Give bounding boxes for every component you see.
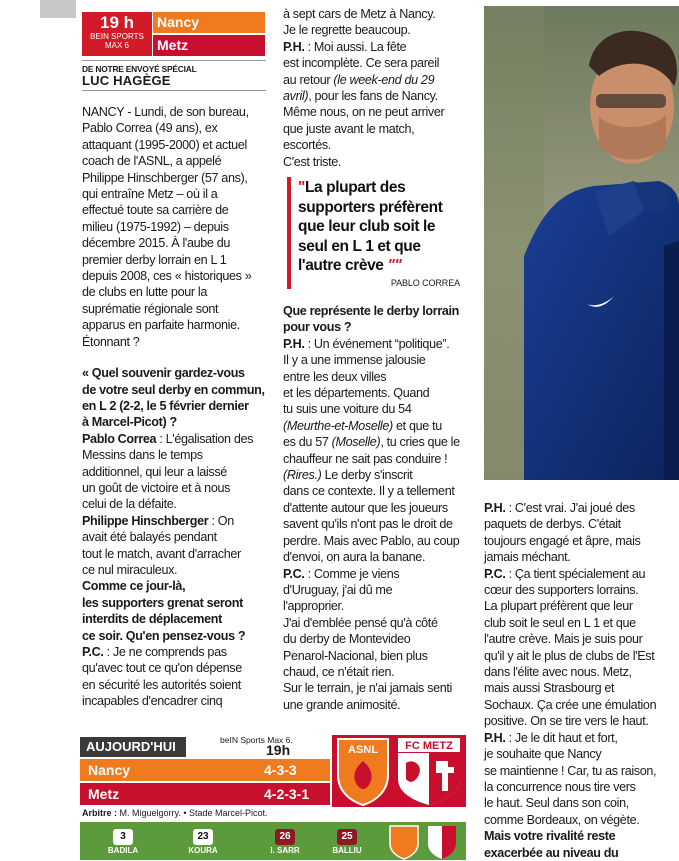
text-line: de clubs en lutte pour la: [82, 285, 207, 300]
asnl-logo-text: ASNL: [348, 744, 378, 756]
speaker-name: P.C.: [82, 645, 104, 659]
text-line: à sept cars de Metz à Nancy.: [283, 7, 436, 21]
text-fragment: , tu cries que le: [380, 435, 460, 450]
question-1: [82, 365, 267, 431]
byline-divider: [82, 90, 266, 91]
quote-author: PABLO CORREA: [390, 278, 460, 288]
text-line: positive. On se tire vers le haut.: [484, 714, 649, 729]
text-line: « Quel souvenir gardez-vous: [82, 366, 245, 381]
text-line: Penarol-Nacional, bien plus: [283, 648, 428, 663]
text-line: Je le regrette beaucoup.: [283, 23, 411, 38]
text-line: les supporters grenat seront: [82, 595, 243, 610]
referee-info: M. Miguelgorry. • Stade Marcel-Picot.: [119, 808, 268, 818]
text-line: additionnel, qui leur a laissé: [82, 464, 227, 479]
speaker-name: P.C.: [484, 566, 506, 581]
text-line: attaquant (1995-2000) et actuel: [82, 137, 247, 152]
player-number: 25: [337, 829, 357, 845]
kickoff-time: 19 h: [99, 13, 135, 32]
answer-hinschberger-1: [82, 513, 267, 579]
text-line: NANCY - Lundi, de son bureau,: [82, 105, 249, 119]
text-line: Comme ce jour-là,: [82, 579, 186, 594]
player-i-sarr: [260, 826, 310, 856]
text-line: : Un événement “politique”.: [304, 336, 450, 351]
player-koura: [178, 826, 228, 856]
text-fragment: (le week-end du 29: [333, 72, 435, 87]
text-line: toujours engagé et âpre, mais: [484, 533, 641, 548]
coach-photo: [484, 6, 679, 480]
answer-correa-2: [82, 644, 267, 710]
text-line: Sur le terrain, je n'ai jamais senti: [283, 681, 452, 696]
text-line: dans l'élite avec nous. Metz,: [484, 665, 632, 680]
text-fragment: Le derby s'inscrit: [321, 468, 413, 483]
speaker-name: P.C.: [283, 566, 305, 581]
speaker-name: P.H.: [283, 39, 305, 54]
player-name: BALLIU: [332, 846, 362, 855]
text-line: chauffeur ne sait pas conduire !: [283, 451, 448, 466]
text-line: un goût de victoire et à nous: [82, 480, 231, 495]
lineup-pitch: [80, 822, 466, 860]
text-line: jamais méchant.: [484, 550, 571, 565]
text-line: et les départements. Quand: [283, 386, 430, 401]
quote-text: La plupart des supporters préfèrent que leur club soit le seul en L 1 et que l'autre crève: [298, 179, 443, 274]
home-formation: 4-3-3: [264, 762, 297, 778]
text-line: Messins dans le temps: [82, 448, 203, 463]
text-line: : Je ne comprends pas: [103, 645, 227, 659]
tv-channel-line1: BEIN SPORTS: [90, 32, 144, 41]
byline-envoy: DE NOTRE ENVOYÉ SPÉCIAL: [82, 60, 266, 74]
text-line: premier derby lorrain en L 1: [82, 252, 227, 267]
text-fragment: es du 57: [283, 435, 332, 450]
text-line: chaud, ce n'était rien.: [283, 664, 395, 679]
article-column-3: [484, 500, 679, 861]
text-line: effectué toute sa carrière de: [82, 203, 229, 218]
player-number: 23: [193, 829, 213, 845]
text-line: perdre. Mais avec Pablo, au coup: [283, 533, 460, 548]
text-fragment: au retour: [283, 72, 334, 87]
text-line: suprématie régionale sont: [82, 301, 219, 316]
text-fragment: , pour les fans de Nancy.: [308, 89, 438, 104]
text-line: que juste avant le match,: [283, 121, 415, 136]
player-balliu: [322, 826, 372, 856]
text-line: incapables d'encadrer cinq: [82, 694, 223, 709]
text-line: Que représente le derby lorrain: [283, 304, 460, 318]
text-line: Il y a une immense jalousie: [283, 353, 426, 368]
text-fragment: (Rires.): [283, 468, 322, 483]
text-line: depuis 2008, ces « historiques »: [82, 269, 252, 284]
text-line: le haut. Seul dans son coin,: [484, 796, 629, 811]
coach-photo-illustration: [484, 6, 679, 480]
text-line: avait été balayés pendant: [82, 530, 217, 545]
text-line: milieu (1975-1992) – depuis: [82, 219, 229, 234]
text-line: club soit le seul en L 1 et que: [484, 615, 636, 630]
text-line: qu'il y ait le plus de clubs de l'Est: [484, 648, 655, 663]
text-line: exacerbée au niveau du: [484, 845, 619, 860]
question-3: [283, 303, 473, 336]
question-2: [82, 578, 267, 644]
text-line: : Ça tient spécialement au: [505, 566, 646, 581]
text-line: cœur des supporters lorrains.: [484, 583, 639, 598]
away-team-row: [80, 783, 330, 805]
text-line: apparus en parfaite harmonie.: [82, 318, 240, 333]
pull-quote: [298, 178, 463, 276]
club-logos: [332, 735, 466, 807]
fc-metz-logo-text: FC METZ: [405, 740, 453, 752]
text-line: dans ce contexte. Il y a tellement: [283, 484, 455, 499]
speaker-name: Pablo Correa: [82, 431, 157, 446]
player-name: BADILA: [107, 846, 139, 855]
referee-line: [82, 808, 268, 818]
asnl-logo: [338, 739, 388, 805]
today-label: AUJOURD'HUI: [80, 737, 186, 757]
text-line: J'ai d'emblée pensé qu'à côté: [283, 615, 438, 630]
mini-club-logos: [386, 824, 462, 860]
text-line: celui de la défaite.: [82, 497, 177, 512]
text-line: La plupart préfèrent que leur: [484, 599, 633, 614]
text-line: : L'égalisation des: [156, 431, 254, 446]
text-line: Mais votre rivalité reste: [484, 829, 616, 844]
text-line: : Moi aussi. La fête: [304, 39, 407, 54]
text-line: d'envoi, on aura la banane.: [283, 550, 426, 565]
text-line: Pablo Correa (49 ans), ex: [82, 121, 218, 136]
text-line: est incomplète. Ce sera pareil: [283, 56, 440, 71]
pull-quote-bar: [287, 177, 291, 289]
text-line: coach de l'ASNL, a appelé: [82, 154, 222, 169]
text-line: entre les deux villes: [283, 369, 387, 384]
text-line: l'approprier.: [283, 599, 344, 614]
text-line: : C'est vrai. J'ai joué des: [505, 501, 635, 515]
home-team-name: Nancy: [88, 762, 131, 778]
text-fragment: avril): [283, 89, 309, 104]
tv-channel-line2: MAX 6: [104, 41, 129, 50]
lead-paragraph: [82, 104, 267, 350]
away-team-name: Metz: [88, 786, 120, 802]
text-line: escortés.: [283, 138, 331, 153]
text-line: l'autre crève. Mais je suis pour: [484, 632, 643, 647]
text-line: en sécurité les autorités soient: [82, 677, 241, 692]
text-line: d'Uruguay, j'ai dû me: [283, 582, 393, 597]
article-column-2-bottom: [283, 303, 473, 713]
speaker-name: P.H.: [484, 501, 506, 515]
quote-close-mark: "": [387, 257, 402, 274]
text-line: je souhaite que Nancy: [484, 747, 602, 762]
text-line: une grande animosité.: [283, 697, 401, 712]
header-gray-tab: [40, 0, 76, 18]
text-line: qu'avec tout ce qu'on dépense: [82, 661, 242, 676]
player-badila: [98, 826, 148, 856]
referee-label: Arbitre :: [82, 808, 118, 818]
text-line: se maintienne ! Car, tu as raison,: [484, 763, 657, 778]
article-column-1: [82, 104, 267, 710]
text-line: ce nul miraculeux.: [82, 562, 178, 577]
speaker-name: P.H.: [283, 336, 305, 351]
kickoff-time-box: [82, 12, 152, 56]
text-line: tu suis une voiture du 54: [283, 402, 412, 417]
text-line: du derby de Montevideo: [283, 632, 411, 647]
team-home-label: Nancy: [153, 12, 265, 33]
text-line: : Je le dit haut et fort,: [505, 730, 618, 745]
text-line: interdits de déplacement: [82, 612, 222, 627]
text-fragment: (Meurthe-et-Moselle): [283, 418, 393, 433]
text-line: Sochaux. Ça crée une émulation: [484, 697, 657, 712]
text-fragment: (Moselle): [331, 435, 381, 450]
fc-metz-logo: [398, 738, 460, 805]
text-line: de votre seul derby en commun,: [82, 382, 265, 397]
text-line: Étonnant ?: [82, 334, 140, 349]
text-line: pour vous ?: [283, 320, 352, 335]
text-line: paquets de derbys. C'était: [484, 517, 621, 532]
match-time: 19h: [266, 742, 291, 758]
text-line: tout le match, avant d'arracher: [82, 546, 241, 561]
away-formation: 4-2-3-1: [264, 786, 310, 802]
speaker-name: P.H.: [484, 730, 506, 745]
text-line: décembre 2015. À l'aube du: [82, 236, 231, 251]
text-line: d'attente autour que les joueurs: [283, 500, 448, 515]
byline-author: LUC HAGÈGE: [82, 73, 171, 88]
player-name: I. SARR: [270, 846, 300, 855]
text-line: comme Bordeaux, on végète.: [484, 812, 640, 827]
text-line: mais aussi Strasbourg et: [484, 681, 615, 696]
text-line: la concurrence nous tire vers: [484, 779, 636, 794]
text-line: : Comme je viens: [304, 566, 400, 581]
home-team-row: [80, 759, 330, 781]
speaker-name: Philippe Hinschberger: [82, 513, 209, 528]
text-fragment: et que tu: [392, 418, 442, 433]
text-line: Même nous, on ne peut arriver: [283, 105, 445, 120]
text-line: Philippe Hinschberger (57 ans),: [82, 170, 248, 185]
team-away-label: Metz: [153, 35, 265, 56]
answer-correa-1: [82, 431, 267, 513]
tv-channel: beIN Sports Max 6.: [220, 735, 293, 745]
quote-open-mark: ": [298, 179, 305, 196]
player-name: KOURA: [188, 846, 218, 855]
text-line: en L 2 (2-2, le 5 février dernier: [82, 398, 249, 413]
text-line: C'est triste.: [283, 154, 342, 169]
text-line: savent qu'ils n'ont pas le droit de: [283, 517, 453, 532]
text-line: : On: [208, 513, 234, 528]
player-number: 26: [275, 829, 295, 845]
article-column-2-top: [283, 6, 473, 170]
text-line: à Marcel-Picot) ?: [82, 415, 177, 430]
text-line: ce soir. Qu'en pensez-vous ?: [82, 628, 246, 643]
player-number: 3: [113, 829, 133, 845]
text-line: qui entraîne Metz – où il a: [82, 187, 218, 202]
